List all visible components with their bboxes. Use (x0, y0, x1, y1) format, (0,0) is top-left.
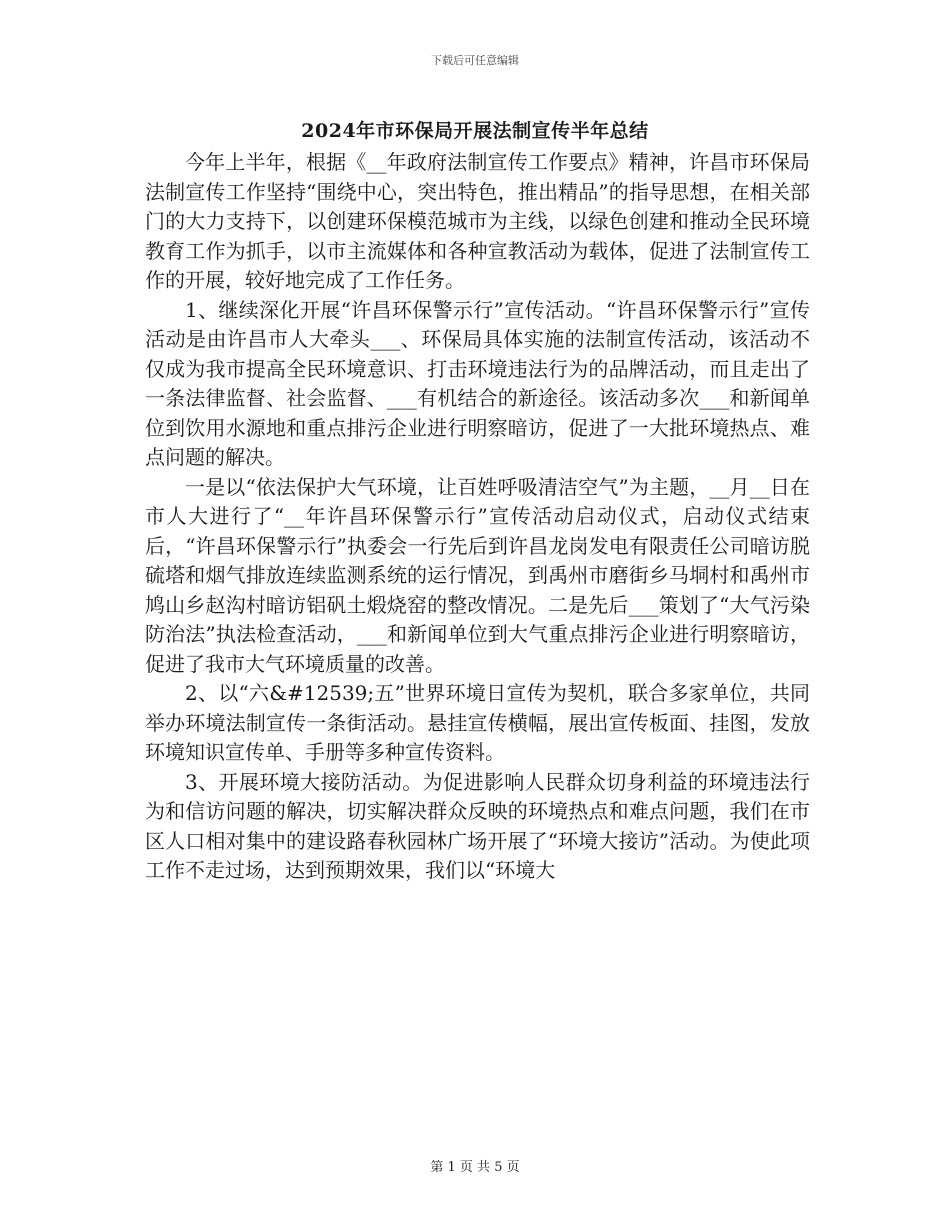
paragraph-item-3: 3、开展环境大接防活动。为促进影响人民群众切身利益的环境违法行为和信访问题的解决，切实解决群众反映的环境热点和难点问题，我们在市区人口相对集中的建设路春秋园林广场开展了“环境大接访”活动。为使此项工作不走过场，达到预期效果，我们以“环境大 (145, 769, 810, 882)
header-note: 下载后可任意编辑 (431, 54, 519, 67)
paragraph-item-1-detail: 一是以“依法保护大气环境，让百姓呼吸清洁空气”为主题，__月__日在市人大进行了“__年许昌环保警示行”宣传活动启动仪式，启动仪式结束后，“许昌环保警示行”执委会一行先后到许昌龙岗发电有限责任公司暗访脱硫塔和烟气排放连续监测系统的运行情况，到禹州市磨街乡马垌村和禹州市鸠山乡赵沟村暗访铝矾土煅烧窑的整改情况。二是先后___策划了“大气污染防治法”执法检查活动，___和新闻单位到大气重点排污企业进行明察暗访，促进了我市大气环境质量的改善。 (145, 474, 810, 676)
page-number: 第 1 页 共 5 页 (430, 1160, 520, 1175)
document-body (145, 148, 810, 886)
paragraph-item-1: 1、继续深化开展“许昌环保警示行”宣传活动。“许昌环保警示行”宣传活动是由许昌市人大牵头___、环保局具体实施的法制宣传活动，该活动不仅成为我市提高全民环境意识、打击环境违法行为的品牌活动，而且走出了一条法律监督、社会监督、___有机结合的新途径。该活动多次___和新闻单位到饮用水源地和重点排污企业进行明察暗访，促进了一大批环境热点、难点问题的解决。 (145, 297, 810, 469)
paragraph-item-2: 2、以“六&#12539;五”世界环境日宣传为契机，联合多家单位，共同举办环境法制宣传一条街活动。悬挂宣传横幅，展出宣传板面、挂图，发放环境知识宣传单、手册等多种宣传资料。 (145, 681, 810, 764)
paragraph-intro: 今年上半年，根据《__年政府法制宣传工作要点》精神，许昌市环保局法制宣传工作坚持“围绕中心，突出特色，推出精品”的指导思想，在相关部门的大力支持下，以创建环保模范城市为主线，以绿色创建和推动全民环境教育工作为抓手，以市主流媒体和各种宣教活动为载体，促进了法制宣传工作的开展，较好地完成了工作任务。 (145, 150, 810, 292)
document-title: 2024年市环保局开展法制宣传半年总结 (301, 120, 649, 142)
